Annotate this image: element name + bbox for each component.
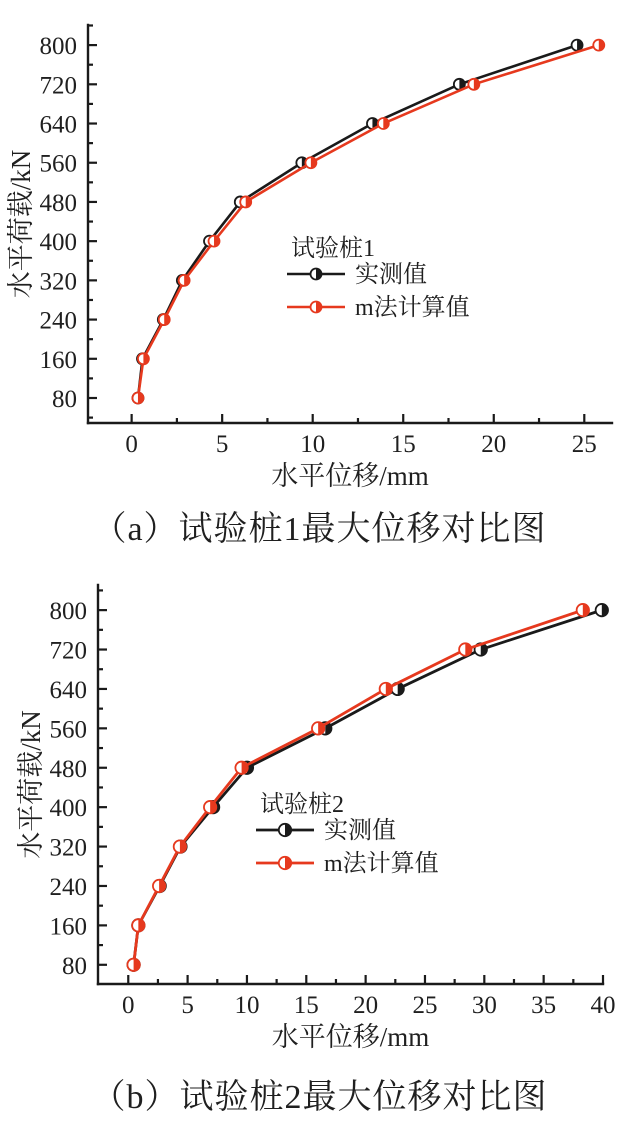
- chart-b-test-pile-2: [0, 560, 639, 1060]
- legend-b: [256, 791, 439, 877]
- x-tick-label: 15: [293, 992, 319, 1019]
- y-tick-label: 480: [49, 755, 87, 783]
- x-tick-label: 40: [590, 992, 616, 1019]
- caption-b: （b）试验桩2最大位移对比图: [91, 1079, 548, 1116]
- axes-a: [88, 25, 612, 423]
- y-tick-label: 480: [39, 189, 77, 217]
- y-tick-label: 240: [39, 307, 77, 335]
- y-tick-label: 560: [49, 716, 87, 744]
- x-tick-label: 20: [481, 431, 507, 458]
- x-tick-label: 5: [181, 992, 194, 1019]
- y-tick-label: 160: [49, 913, 87, 941]
- y-tick-label: 320: [39, 268, 77, 296]
- y-tick-label: 720: [49, 637, 87, 665]
- y-axis-title: 水平荷载/kN: [6, 149, 36, 299]
- legend-label: 实测值: [324, 818, 396, 844]
- x-tick-label: 0: [122, 992, 135, 1019]
- y-tick-label: 80: [52, 386, 77, 414]
- y-tick-label: 400: [39, 229, 77, 257]
- y-tick-label: 800: [39, 33, 77, 61]
- x-tick-label: 10: [234, 992, 260, 1019]
- y-tick-label: 640: [39, 111, 77, 139]
- x-tick-label: 15: [390, 431, 416, 458]
- ticks-a: [88, 25, 584, 423]
- y-tick-label: 800: [49, 598, 87, 626]
- x-axis-title: 水平位移/mm: [271, 1022, 430, 1052]
- y-tick-label: 400: [49, 795, 87, 823]
- x-tick-label: 5: [215, 431, 229, 458]
- legend-label: m法计算值: [355, 295, 470, 321]
- x-tick-label: 25: [571, 431, 597, 458]
- x-axis-title: 水平位移/mm: [271, 461, 429, 491]
- x-tick-label: 30: [471, 992, 497, 1019]
- x-tick-label: 25: [412, 992, 438, 1019]
- ticks-b: [98, 590, 603, 984]
- x-tick-label: 20: [353, 992, 379, 1019]
- legend-a: [287, 235, 470, 321]
- legend-label: 实测值: [355, 262, 427, 288]
- legend-title: 试验桩2: [260, 792, 344, 818]
- y-tick-label: 640: [49, 676, 87, 704]
- caption-a: （a）试验桩1最大位移对比图: [92, 511, 547, 548]
- legend-label: m法计算值: [324, 851, 439, 877]
- series-measured-b: [127, 604, 608, 971]
- axes-b: [98, 585, 603, 984]
- x-tick-label: 0: [125, 431, 138, 458]
- legend-title: 试验桩1: [291, 236, 375, 262]
- chart-a-test-pile-1: [0, 0, 639, 495]
- y-tick-label: 720: [39, 72, 77, 100]
- x-tick-label: 35: [531, 992, 557, 1019]
- y-tick-label: 80: [62, 952, 87, 980]
- series-measured-a: [132, 40, 582, 404]
- y-tick-label: 240: [49, 873, 87, 901]
- x-tick-label: 10: [300, 431, 326, 458]
- y-tick-label: 160: [39, 346, 77, 374]
- y-tick-label: 320: [49, 834, 87, 862]
- y-axis-title: 水平荷载/kN: [16, 710, 46, 859]
- series-calculated-a: [132, 40, 604, 404]
- y-tick-label: 560: [39, 150, 77, 178]
- series-calculated-b: [127, 604, 589, 971]
